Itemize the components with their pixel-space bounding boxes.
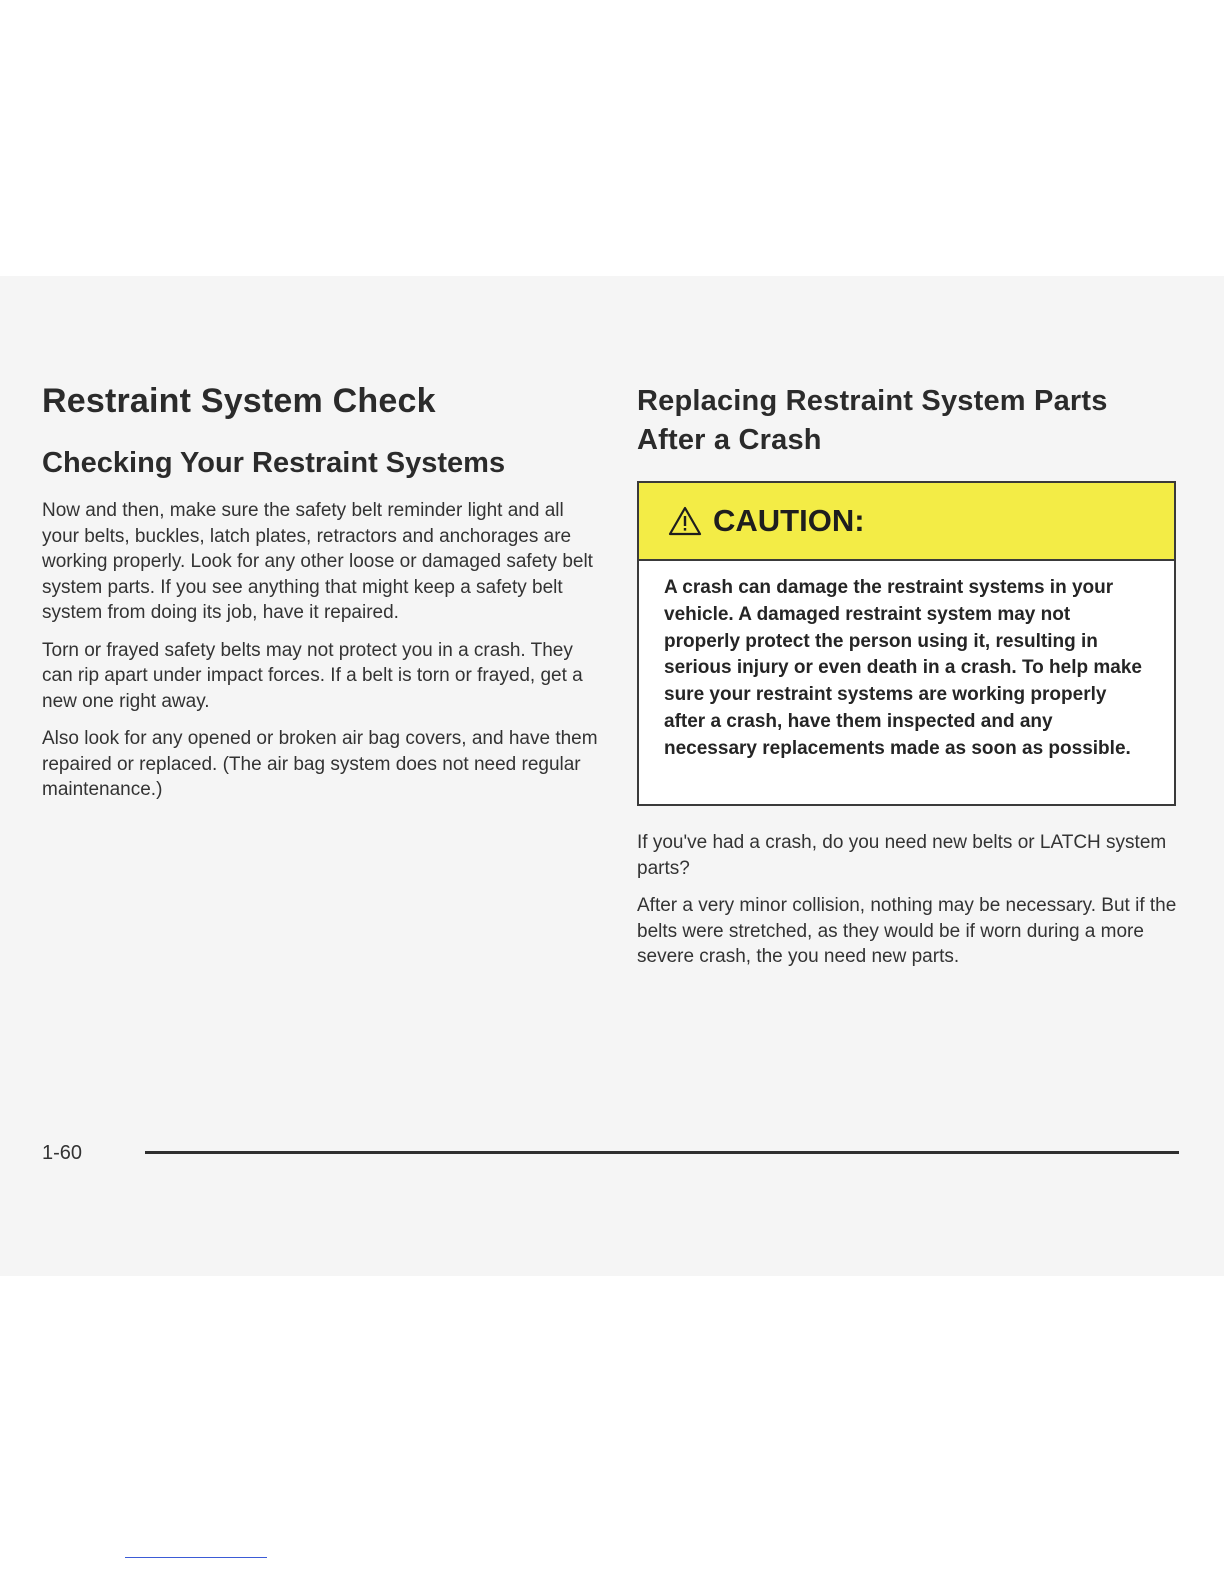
left-column — [42, 382, 602, 803]
caution-label: CAUTION: — [713, 503, 865, 538]
paragraph-crash-question: If you've had a crash, do you need new belts or LATCH system parts? — [637, 832, 1167, 879]
page-number: 1-60 — [42, 1142, 83, 1164]
right-body — [637, 830, 1179, 970]
bottom-link-underline — [125, 1557, 267, 1558]
section-title: Restraint System Check — [42, 382, 436, 420]
footer-rule — [145, 1151, 1179, 1154]
paragraph-air-bag-covers: Also look for any opened or broken air bag covers, and have them repaired or replaced. (The air bag system does not need regular maintenance.) — [42, 728, 598, 800]
paragraph-check-belts: Now and then, make sure the safety belt reminder light and all your belts, buckles, latch plates, retractors and anchorages are working properly. Look for any other loose or damaged safety belt system parts. If you see anything that might keep a safety belt system from doing its job, have it repaired. — [42, 500, 593, 623]
replacing-parts-title — [637, 382, 1182, 460]
section-subtitle: Checking Your Restraint Systems — [42, 447, 506, 479]
warning-triangle-icon — [667, 505, 703, 537]
paragraph-torn-belts: Torn or frayed safety belts may not protect you in a crash. They can rip apart under impact forces. If a belt is torn or frayed, get a new one right away. — [42, 639, 583, 712]
right-column — [637, 382, 1182, 460]
paragraph-minor-collision: After a very minor collision, nothing may be necessary. But if the belts were stretched, as they would be if worn during a more severe crash, the you need new parts. — [637, 895, 1177, 967]
caution-text: A crash can damage the restraint systems in your vehicle. A damaged restraint system may not properly protect the person using it, resulting in serious injury or even death in a crash. To help make sure your restraint systems are working properly after a crash, have them inspected and any necessary replacements made as soon as possible. — [664, 577, 1142, 759]
caution-header — [639, 483, 1174, 561]
title-line-2: After a Crash — [637, 424, 822, 456]
caution-box — [637, 481, 1176, 806]
title-line-1: Replacing Restraint System Parts — [637, 385, 1108, 417]
